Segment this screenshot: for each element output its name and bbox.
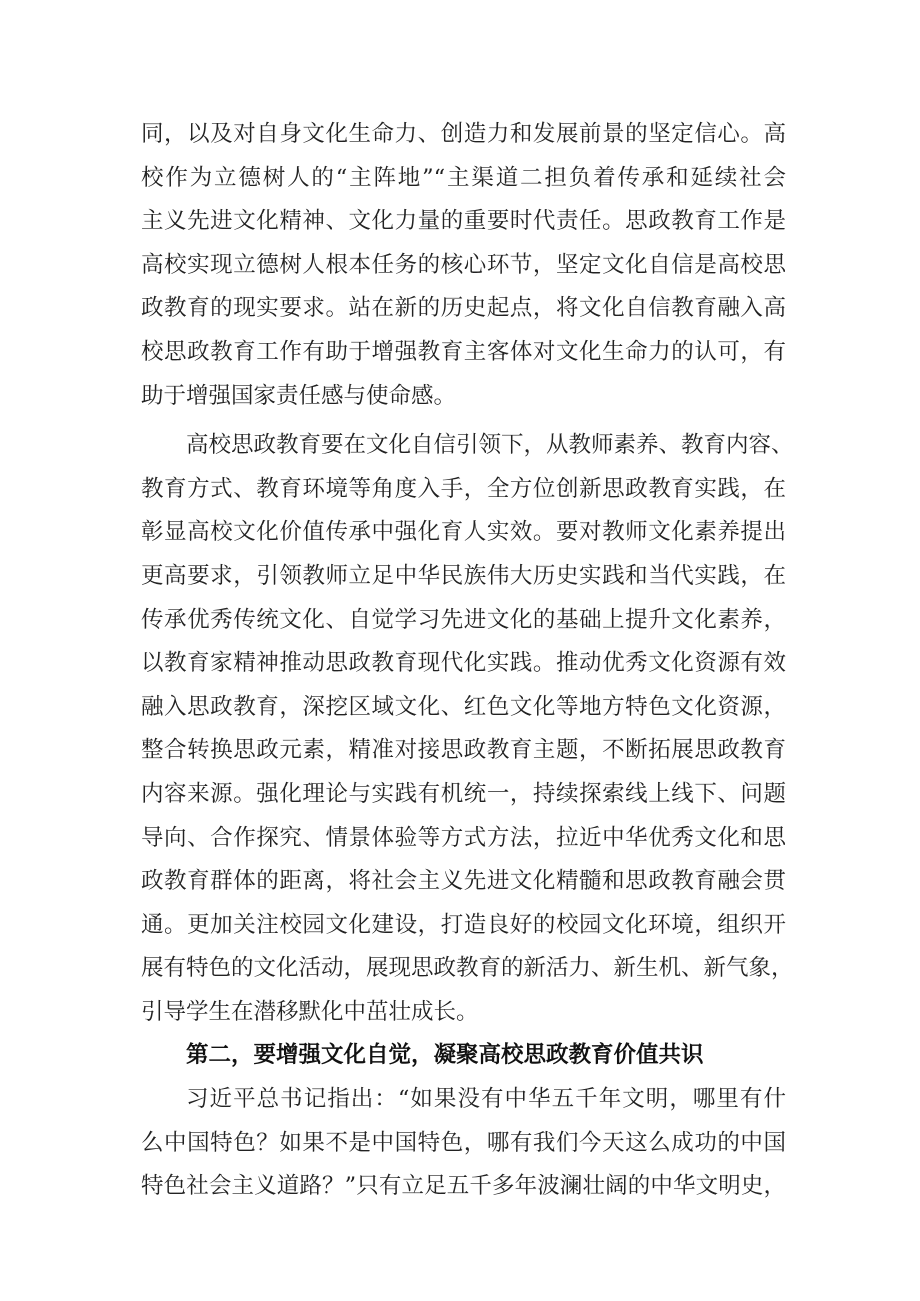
paragraph [141, 113, 786, 418]
paragraph-line: 么中国特色？如果不是中国特色，哪有我们今天这么成功的中国 [141, 1129, 786, 1156]
section-heading: 第二，要增强文化自觉，凝聚高校思政教育价值共识 [186, 1042, 704, 1069]
paragraph-line: 融入思政教育，深挖区域文化、红色文化等地方特色文化资源， [141, 693, 786, 720]
paragraph-line: 通。更加关注校园文化建设，打造良好的校园文化环境，组织开 [141, 911, 786, 938]
paragraph-line: 高校思政教育要在文化自信引领下，从教师素养、教育内容、 [186, 432, 794, 459]
paragraph-line: 以教育家精神推动思政教育现代化实践。推动优秀文化资源有效 [141, 650, 786, 677]
paragraph-line: 习近平总书记指出：“如果没有中华五千年文明，哪里有什 [186, 1086, 786, 1113]
document-body [141, 113, 794, 1209]
paragraph-line: 传承优秀传统文化、自觉学习先进文化的基础上提升文化素养， [141, 606, 786, 633]
paragraph-line: 助于增强国家责任感与使命感。 [141, 382, 457, 409]
paragraph-line: 特色社会主义道路？”只有立足五千多年波澜壮阔的中华文明史， [141, 1173, 786, 1200]
paragraph-line: 展有特色的文化活动，展现思政教育的新活力、新生机、新气象， [141, 955, 794, 982]
paragraph-line: 更高要求，引领教师立足中华民族伟大历史实践和当代实践，在 [141, 562, 786, 589]
paragraph-line: 彰显高校文化价值传承中强化育人实效。要对教师文化素养提出 [141, 519, 786, 546]
paragraph-line: 高校实现立德树人根本任务的核心环节，坚定文化自信是高校思 [141, 251, 786, 278]
paragraph-line: 教育方式、教育环境等角度入手，全方位创新思政教育实践，在 [141, 475, 786, 502]
paragraph-line: 内容来源。强化理论与实践有机统一，持续探索线上线下、问题 [141, 780, 786, 807]
paragraph-line: 校作为立德树人的“主阵地”“主渠道二担负着传承和延续社会 [141, 164, 786, 191]
paragraph-line: 校思政教育工作有助于增强教育主客体对文化生命力的认可，有 [141, 338, 786, 365]
paragraph-line: 引导学生在潜移默化中茁壮成长。 [141, 998, 479, 1025]
paragraph-line: 整合转换思政元素，精准对接思政教育主题，不断拓展思政教育 [141, 737, 786, 764]
paragraph [141, 424, 794, 1034]
paragraph-line: 主义先进文化精神、文化力量的重要时代责任。思政教育工作是 [141, 208, 786, 235]
paragraph-line: 同，以及对自身文化生命力、创造力和发展前景的坚定信心。高 [141, 121, 786, 147]
paragraph-line: 政教育的现实要求。站在新的历史起点，将文化自信教育融入高 [141, 295, 786, 322]
paragraph-line: 政教育群体的距离，将社会主义先进文化精髓和思政教育融会贯 [141, 868, 786, 895]
paragraph [141, 1078, 786, 1209]
paragraph-line: 导向、合作探究、情景体验等方式方法，拉近中华优秀文化和思 [141, 824, 786, 851]
